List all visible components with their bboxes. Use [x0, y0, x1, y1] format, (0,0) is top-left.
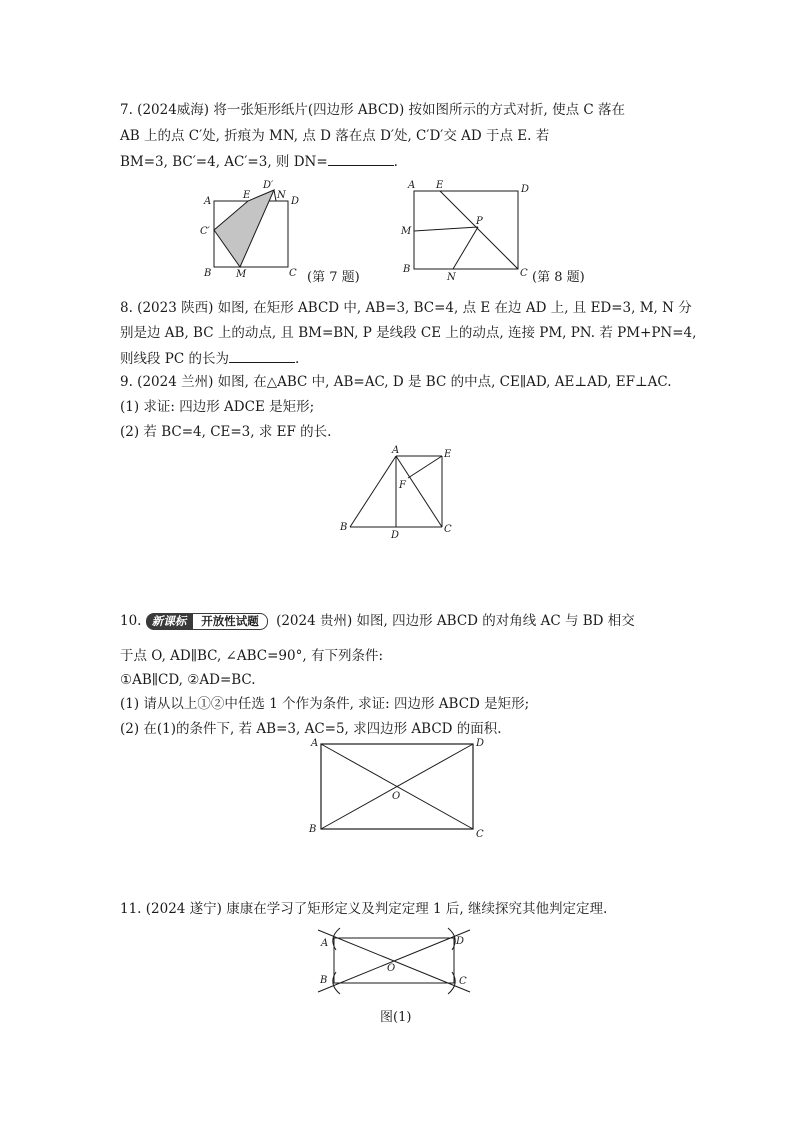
answer-blank-q8[interactable] [229, 349, 295, 363]
fig8-segment-pm [414, 227, 478, 231]
fig7-label-d-prime: D′ [263, 180, 274, 191]
figure-8 [396, 176, 536, 282]
fig9-label-a: A [392, 445, 400, 456]
fig8-segment-pn [453, 227, 478, 269]
fig9-label-f: F [399, 480, 406, 491]
fig9-label-e: E [444, 449, 452, 460]
fig10-label-d: D [476, 738, 485, 749]
fig8-label-b: B [403, 264, 411, 275]
fig8-label-d: D [521, 184, 530, 195]
figure-10 [306, 736, 488, 840]
q8-line-3 [120, 349, 299, 368]
fig7-label-a: A [204, 196, 212, 207]
q7-line-3-end: . [393, 154, 398, 170]
q8-line-2: 别是边 AB, BC 上的动点, 且 BM=BN, P 是线段 CE 上的动点, 连接 PM, PN. 若 PM+PN=4, [120, 325, 697, 341]
fig10-label-a: A [311, 738, 319, 749]
fig11-label-b: B [320, 975, 328, 986]
fig9-segment-ac [396, 456, 442, 527]
q10-line-1-text: (2024 贵州) 如图, 四边形 ABCD 的对角线 AC 与 BD 相交 [276, 613, 635, 629]
q8-line-1: 8. (2023 陕西) 如图, 在矩形 ABCD 中, AB=3, BC=4, 点 E 在边 AD 上, 且 ED=3, M, N 分 [120, 300, 692, 316]
q10-line-5: (2) 在(1)的条件下, 若 AB=3, AC=5, 求四边形 ABCD 的面积. [120, 721, 502, 737]
fig7-label-e: E [243, 190, 251, 201]
fig11-label-a: A [321, 938, 329, 949]
fig8-label-c: C [520, 268, 528, 279]
fig7-label-c: C [289, 268, 297, 279]
fig7-label-b: B [204, 268, 212, 279]
q7-line-1: 7. (2024威海) 将一张矩形纸片(四边形 ABCD) 按如图所示的方式对折, 使点 C 落在 [120, 102, 626, 118]
q10-line-2: 于点 O, AD∥BC, ∠ABC=90°, 有下列条件: [120, 648, 383, 664]
q11-line-1: 11. (2024 遂宁) 康康在学习了矩形定义及判定定理 1 后, 继续探究其他判定定理. [120, 901, 608, 917]
fig11-label-o: O [387, 963, 396, 974]
fig10-label-b: B [309, 824, 317, 835]
figure-7 [196, 176, 306, 280]
fig7-folded-shape [214, 190, 274, 267]
q10-line-4: (1) 请从以上①②中任选 1 个作为条件, 求证: 四边形 ABCD 是矩形; [120, 696, 530, 712]
fig8-caption: (第 8 题) [532, 270, 585, 285]
fig7-label-n: N [277, 190, 286, 201]
q8-line-3-text: 则线段 PC 的长为 [120, 351, 229, 367]
fig7-label-d: D [291, 196, 300, 207]
fig9-segment-ef [408, 456, 442, 478]
q10-line-1 [120, 612, 635, 630]
fig7-label-c-prime: C′ [200, 226, 210, 237]
fig11-label-c: C [459, 976, 467, 987]
q10-number: 10. [120, 613, 142, 629]
q7-line-2: AB 上的点 C′处, 折痕为 MN, 点 D 落在点 D′处, C′D′交 AD 于点 E. 若 [120, 128, 550, 144]
fig11-caption: 图(1) [380, 1010, 412, 1025]
figure-9 [336, 442, 466, 542]
fig7-caption: (第 7 题) [307, 270, 360, 285]
fig8-label-p: P [476, 216, 483, 227]
answer-blank-q7[interactable] [328, 152, 394, 166]
fig11-label-d: D [456, 936, 465, 947]
badge-open-question: 开放性试题 [192, 613, 268, 630]
fig9-label-c: C [444, 524, 452, 535]
q7-line-3 [120, 152, 398, 171]
badge-new-curriculum: 新课标 [146, 613, 193, 630]
fig8-label-a: A [408, 180, 416, 191]
q9-line-3: (2) 若 BC=4, CE=3, 求 EF 的长. [120, 424, 332, 440]
new-curriculum-badge [146, 613, 268, 630]
fig7-fold-edge [274, 190, 276, 201]
figure-11 [310, 926, 482, 996]
q9-line-1: 9. (2024 兰州) 如图, 在△ABC 中, AB=AC, D 是 BC 的中点, CE∥AD, AE⊥AD, EF⊥AC. [120, 374, 672, 390]
fig9-label-b: B [340, 522, 348, 533]
q7-line-3-text: BM=3, BC′=4, AC′=3, 则 DN= [120, 154, 328, 170]
fig10-label-c: C [476, 829, 484, 840]
fig9-label-d: D [391, 530, 400, 541]
fig7-label-m: M [236, 269, 247, 280]
fig8-label-e: E [436, 180, 444, 191]
fig10-label-o: O [392, 791, 401, 802]
fig8-segment-ce [440, 191, 518, 269]
fig9-segment-ab [350, 456, 396, 527]
q10-line-3: ①AB∥CD, ②AD=BC. [120, 672, 256, 688]
fig8-label-m: M [401, 226, 412, 237]
fig8-label-n: N [447, 272, 456, 282]
q9-line-2: (1) 求证: 四边形 ADCE 是矩形; [120, 399, 315, 415]
q8-line-3-end: . [295, 351, 300, 367]
